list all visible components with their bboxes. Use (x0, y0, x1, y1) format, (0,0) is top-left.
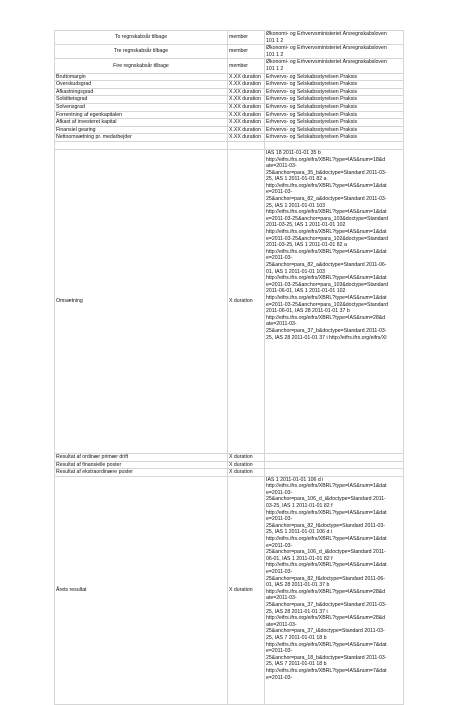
element-type: member (228, 31, 265, 45)
table-row (55, 134, 404, 142)
element-name: Nettoomsætning pr. medarbejder (55, 134, 228, 142)
element-type: X.XX duration (228, 111, 265, 119)
reference-line: 25, IAS 1 2011-01-01 82 a (266, 176, 327, 183)
element-type: X.XX duration (228, 88, 265, 96)
reference-line: 25, IAS 1 2011-01-01 103 (266, 202, 326, 209)
reference-line: http://eifrs.ifrs.org/eifrs/XBRL?type=IAS&num=1&dat (266, 294, 387, 301)
reference-line: 25&anchor=para_106_d_i&doctype=Standard 2011- (266, 549, 386, 556)
element-name: Afkast af investeret kapital (55, 119, 228, 127)
reference-line: 101 1 2 (266, 51, 284, 58)
reference-line: 25&anchor=para_37_b&doctype=Standard 2011-03- (266, 327, 387, 334)
element-type: X.XX duration (228, 119, 265, 127)
reference-line: e=2011-03-25&anchor=para_102&doctype=Standard (266, 235, 389, 242)
element-type: X.XX duration (228, 134, 265, 142)
reference-line: http://eifrs.ifrs.org/eifrs/XBRL?type=IAS&num=1&dat (266, 562, 387, 569)
table-row (55, 96, 404, 104)
reference-line: 2011-06-01, IAS 1 2011-01-01 102 (266, 288, 346, 295)
element-reference (265, 469, 404, 477)
reference-line: 25, IAS 7 2011-01-01 18 b (266, 661, 327, 668)
element-name: Solvensgrad (55, 103, 228, 111)
element-reference: Erhvervs- og Selskabsstyrelsen Praksis (265, 96, 404, 104)
reference-line: e=2011-03-25&anchor=para_103&doctype=Standard (266, 215, 389, 222)
element-type: member (228, 59, 265, 73)
element-name: Resultat af ordinær primær drift (55, 453, 228, 461)
element-name: Overskudsgrad (55, 81, 228, 89)
element-reference (265, 31, 404, 45)
spacer-row (55, 141, 404, 149)
element-name: Forrentning af egenkapitalen (55, 111, 228, 119)
element-type: X.XX duration (228, 73, 265, 81)
reference-line: http://eifrs.ifrs.org/eifrs/XBRL?type=IAS&num=28&d (266, 588, 386, 595)
reference-line: Økonomi- og Erhvervsministeriet Årsregnskabsloven (266, 31, 387, 37)
table-row (55, 453, 404, 461)
element-type: member (228, 45, 265, 59)
reference-line: e=2011-03- (266, 542, 293, 549)
reference-line: http://eifrs.ifrs.org/eifrs/XBRL?type=IAS&num=1&dat (266, 483, 387, 490)
reference-line: http://eifrs.ifrs.org/eifrs/XBRL?type=IAS&num=18&d (266, 156, 386, 163)
reference-line: 101 1 2 (266, 65, 284, 72)
reference-line: http://eifrs.ifrs.org/eifrs/XBRL?type=IAS&num=7&dat (266, 641, 387, 648)
reference-line: Økonomi- og Erhvervsministeriet Årsregnskabsloven (266, 45, 387, 52)
element-reference: Erhvervs- og Selskabsstyrelsen Praksis (265, 134, 404, 142)
reference-line: http://eifrs.ifrs.org/eifrs/XBRL?type=IAS&num=1&dat (266, 536, 387, 543)
reference-line: 25&anchor=para_37_i&doctype=Standard 2011-03- (266, 628, 385, 635)
reference-line: e=2011-03- (266, 489, 293, 496)
reference-line: IAS 1 2011-01-01 106 d i (266, 476, 324, 483)
reference-line: http://eifrs.ifrs.org/eifrs/XBRL?type=IAS&num=28&d (266, 615, 386, 622)
reference-line: 2011-06-01, IAS 28 2011-01-01 37 b (266, 308, 350, 315)
reference-line: ate=2011-03- (266, 321, 297, 328)
reference-line: Økonomi- og Erhvervsministeriet Årsregnskabsloven (266, 59, 387, 66)
reference-line: http://eifrs.ifrs.org/eifrs/XBRL?type=IAS&num=1&dat (266, 182, 387, 189)
taxonomy-table (54, 30, 404, 705)
table-row (55, 59, 404, 73)
element-reference (265, 461, 404, 469)
reference-line: 25&anchor=para_35_b&doctype=Standard 2011-03- (266, 169, 387, 176)
element-type: X.XX duration (228, 126, 265, 134)
element-reference: Erhvervs- og Selskabsstyrelsen Praksis (265, 103, 404, 111)
table-row (55, 103, 404, 111)
table-row (55, 119, 404, 127)
table-row (55, 81, 404, 89)
element-name: To regnskabsår tilbage (55, 31, 228, 45)
reference-line: ate=2011-03- (266, 621, 297, 628)
element-type: X duration (228, 476, 265, 704)
element-reference: Erhvervs- og Selskabsstyrelsen Praksis (265, 81, 404, 89)
element-reference: Erhvervs- og Selskabsstyrelsen Praksis (265, 111, 404, 119)
element-name: Bruttomargin (55, 73, 228, 81)
reference-line: e=2011-03-25&anchor=para_102&doctype=Standard (266, 301, 389, 308)
reference-line: 25, IAS 1 2011-01-01 106 d i (266, 529, 332, 536)
element-reference: Erhvervs- og Selskabsstyrelsen Praksis (265, 73, 404, 81)
reference-line: 25, IAS 28 2011-01-01 37 i (266, 608, 328, 615)
reference-line: 25&anchor=para_37_b&doctype=Standard 2011-03- (266, 601, 387, 608)
reference-line: 101 1 2 (266, 37, 284, 44)
element-type: X duration (228, 453, 265, 461)
element-reference: Erhvervs- og Selskabsstyrelsen Praksis (265, 88, 404, 96)
element-name: Årets resultat (55, 476, 228, 704)
reference-line: ate=2011-03- (266, 595, 297, 602)
element-type: X duration (228, 469, 265, 477)
table-row (55, 45, 404, 59)
reference-line: 25&anchor=para_82_f&doctype=Standard 2011-03- (266, 522, 386, 529)
reference-line: e=2011-03- (266, 648, 293, 655)
reference-line: e=2011-03- (266, 569, 293, 575)
reference-line: e=2011-03- (266, 189, 293, 196)
element-reference: Erhvervs- og Selskabsstyrelsen Praksis (265, 119, 404, 127)
reference-line: e=2011-03-25&anchor=para_103&doctype=Standard (266, 281, 389, 288)
element-reference (265, 45, 404, 59)
element-name: Fire regnskabsår tilbage (55, 59, 228, 73)
element-reference (265, 59, 404, 73)
element-type: X.XX duration (228, 103, 265, 111)
reference-line: 25, IAS 28 2011-01-01 37 i http://eifrs.ifrs.org/eifrs/XI (266, 334, 387, 341)
reference-line: http://eifrs.ifrs.org/eifrs/XBRL?type=IAS&num=1&dat (266, 275, 387, 282)
reference-line: http://eifrs.ifrs.org/eifrs/XBRL?type=IAS&num=1&dat (266, 509, 387, 516)
table-row (55, 149, 404, 453)
element-name: Resultat af finansielle poster (55, 461, 228, 469)
table-row (55, 31, 404, 45)
element-name: Omsætning (55, 149, 228, 453)
element-name: Finansiel gearing (55, 126, 228, 134)
reference-line: 25&anchor=para_82_f&doctype=Standard 2011-06- (266, 575, 386, 582)
table-row (55, 461, 404, 469)
reference-line: ate=2011-03- (266, 163, 297, 170)
table-row (55, 111, 404, 119)
table-row (55, 73, 404, 81)
reference-line: e=2011-03- (266, 674, 293, 681)
element-reference: Erhvervs- og Selskabsstyrelsen Praksis (265, 126, 404, 134)
reference-line: 2011-03-25, IAS 1 2011-01-01 102 (266, 222, 346, 229)
element-reference (265, 453, 404, 461)
reference-line: 01, IAS 1 2011-01-01 103 (266, 268, 326, 275)
reference-line: http://eifrs.ifrs.org/eifrs/XBRL?type=IAS&num=1&dat (266, 209, 387, 216)
reference-line: IAS 18 2011-01-01 35 b (266, 149, 321, 156)
element-reference (265, 476, 404, 704)
reference-line: e=2011-03- (266, 516, 293, 523)
element-name: Soliditetsgrad (55, 96, 228, 104)
element-name: Tre regnskabsår tilbage (55, 45, 228, 59)
reference-line: 06-01, IAS 1 2011-01-01 82 f (266, 555, 333, 562)
table-row (55, 469, 404, 477)
table-row (55, 476, 404, 704)
element-name: Resultat af ekstraordinære poster (55, 469, 228, 477)
element-type: X duration (228, 149, 265, 453)
reference-line: http://eifrs.ifrs.org/eifrs/XBRL?type=IAS&num=28&d (266, 314, 386, 321)
reference-line: 25&anchor=para_82_a&doctype=Standard 2011-06- (266, 262, 387, 268)
reference-line: http://eifrs.ifrs.org/eifrs/XBRL?type=IAS&num=7&dat (266, 667, 387, 674)
element-type: X.XX duration (228, 81, 265, 89)
reference-line: 25&anchor=para_82_a&doctype=Standard 2011-03- (266, 196, 387, 203)
reference-line: 03-25, IAS 1 2011-01-01 82 f (266, 503, 333, 510)
reference-line: http://eifrs.ifrs.org/eifrs/XBRL?type=IAS&num=1&dat (266, 248, 387, 255)
element-type: X duration (228, 461, 265, 469)
reference-line: 25, IAS 7 2011-01-01 18 b (266, 634, 327, 641)
reference-line: http://eifrs.ifrs.org/eifrs/XBRL?type=IAS&num=1&dat (266, 229, 387, 236)
reference-line: 25&anchor=para_106_d_i&doctype=Standard 2011- (266, 496, 386, 503)
element-type: X.XX duration (228, 96, 265, 104)
reference-line: 01, IAS 28 2011-01-01 37 b (266, 582, 330, 589)
element-reference (265, 149, 404, 453)
reference-line: e=2011-03- (266, 255, 293, 262)
reference-line: 25&anchor=para_18_b&doctype=Standard 2011-03- (266, 654, 387, 661)
element-name: Afkastningsgrad (55, 88, 228, 96)
table-row (55, 126, 404, 134)
table-row (55, 88, 404, 96)
reference-line: 2011-03-25, IAS 1 2011-01-01 82 a (266, 242, 347, 249)
